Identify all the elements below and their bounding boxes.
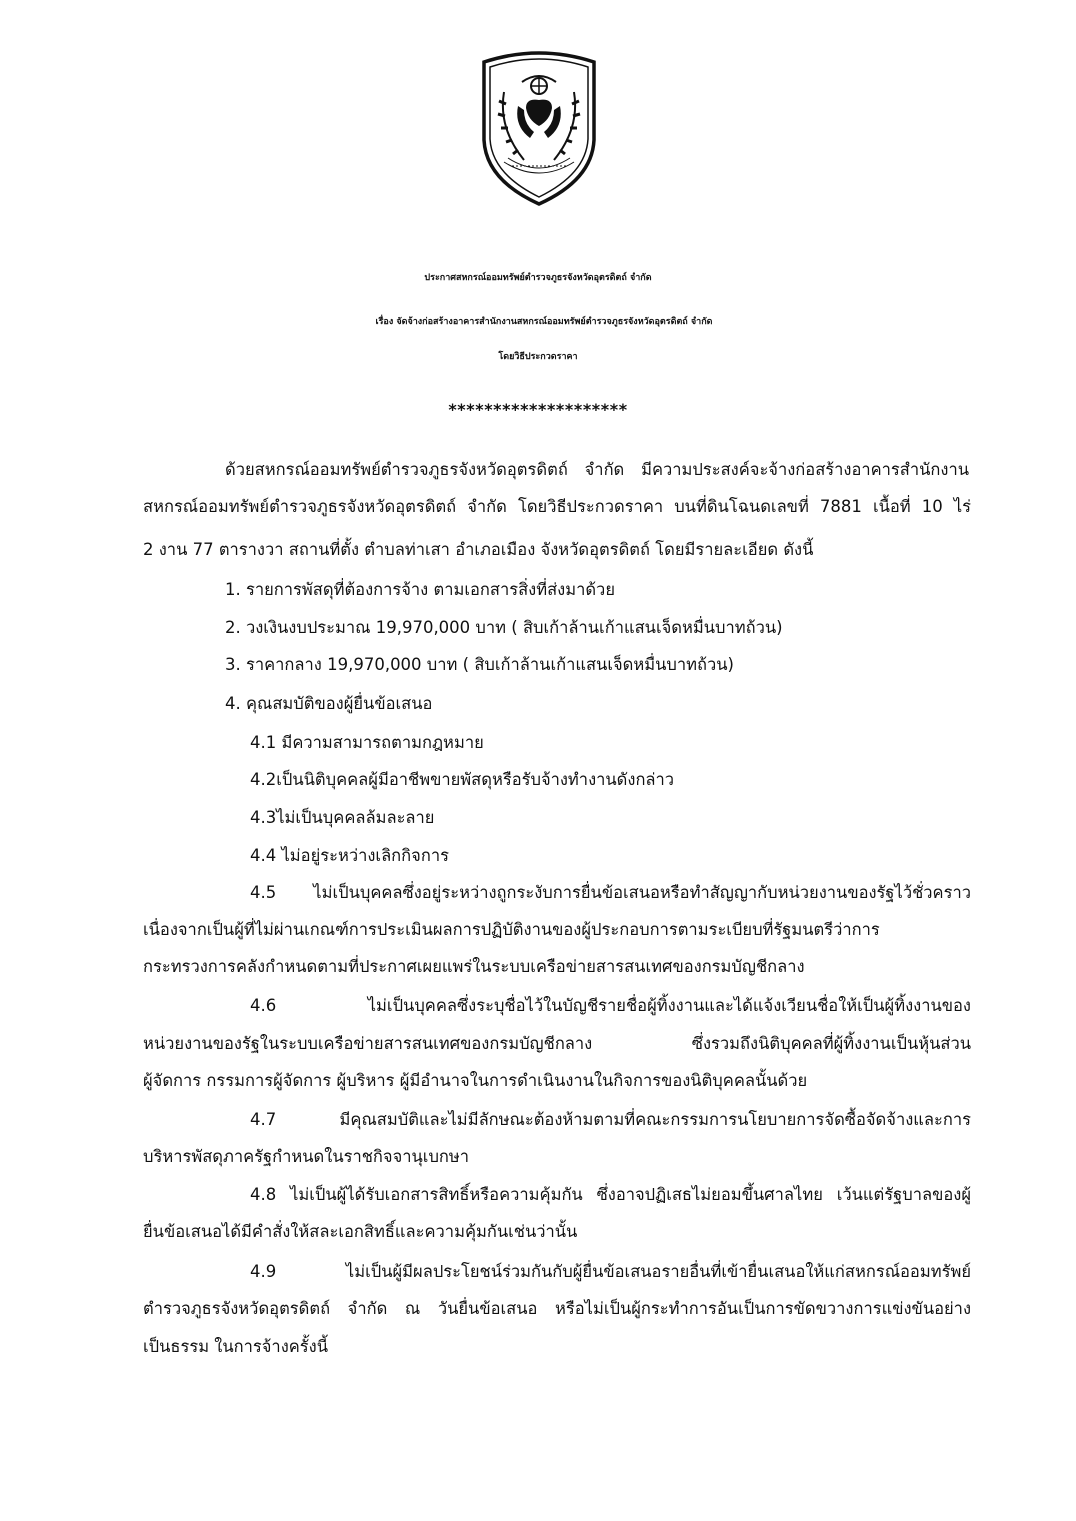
procurement-method: โดยวิธีประกวดราคา — [498, 352, 578, 362]
announcement-title: ประกาศสหกรณ์ออมทรัพย์ตำรวจภูธรจังหวัดอุตรดิตถ์ จำกัด — [424, 273, 652, 283]
announcement-subject: เรื่อง จัดจ้างก่อสร้างอาคารสำนักงานสหกรณ์ออมทรัพย์ตำรวจภูธรจังหวัดอุตรดิตถ์ จำกัด — [375, 317, 713, 327]
intro-line-1: ด้วยสหกรณ์ออมทรัพย์ตำรวจภูธรจังหวัดอุตรดิตถ์ จำกัด มีความประสงค์จะจ้างก่อสร้างอาคารสำนักงาน — [225, 460, 969, 479]
sub-item-4-5-line-2: เนื่องจากเป็นผู้ที่ไม่ผ่านเกณฑ์การประเมินผลการปฏิบัติงานของผู้ประกอบการตามระเบียบที่รัฐมนตรีว่าการ — [143, 920, 880, 939]
item-4: 4. คุณสมบัติของผู้ยื่นข้อเสนอ — [225, 694, 433, 713]
sub-item-4-9-line-2: ตำรวจภูธรจังหวัดอุตรดิตถ์ จำกัด ณ วันยื่นข้อเสนอ หรือไม่เป็นผู้กระทำการอันเป็นการขัดขวางการแข่งขันอย่าง — [143, 1299, 971, 1318]
sub-item-4-2: 4.2เป็นนิติบุคคลผู้มีอาชีพขายพัสดุหรือรับจ้างทำงานดังกล่าว — [250, 770, 675, 789]
sub-item-4-6-line-1: 4.6 ไม่เป็นบุคคลซึ่งระบุชื่อไว้ในบัญชีรายชื่อผู้ทิ้งงานและได้แจ้งเวียนชื่อให้เป็นผู้ทิ้งงานของ — [250, 996, 971, 1015]
sub-item-4-8-line-1: 4.8 ไม่เป็นผู้ได้รับเอกสารสิทธิ์หรือความคุ้มกัน ซึ่งอาจปฏิเสธไม่ยอมขึ้นศาลไทย เว้นแต่รัฐบาลของผู้ — [250, 1185, 971, 1204]
sub-item-4-4: 4.4 ไม่อยู่ระหว่างเลิกกิจการ — [250, 846, 449, 865]
item-1: 1. รายการพัสดุที่ต้องการจ้าง ตามเอกสารสิ่งที่ส่งมาด้วย — [225, 580, 615, 599]
cooperative-emblem-logo — [474, 48, 604, 208]
intro-line-3: 2 งาน 77 ตารางวา สถานที่ตั้ง ตำบลท่าเสา อำเภอเมือง จังหวัดอุตรดิตถ์ โดยมีรายละเอียด ดังนี้ — [143, 540, 814, 559]
separator-stars: ******************** — [448, 400, 628, 419]
sub-item-4-5-line-3: กระทรวงการคลังกำหนดตามที่ประกาศเผยแพร่ในระบบเครือข่ายสารสนเทศของกรมบัญชีกลาง — [143, 957, 805, 976]
sub-item-4-7-line-1: 4.7 มีคุณสมบัติและไม่มีลักษณะต้องห้ามตามที่คณะกรรมการนโยบายการจัดซื้อจัดจ้างและการ — [250, 1110, 971, 1129]
sub-item-4-3: 4.3ไม่เป็นบุคคลล้มละลาย — [250, 808, 435, 827]
sub-item-4-9-line-1: 4.9 ไม่เป็นผู้มีผลประโยชน์ร่วมกันกับผู้ยื่นข้อเสนอรายอื่นที่เข้ายื่นเสนอให้แก่สหกรณ์ออมทรัพย์ — [250, 1262, 971, 1281]
sub-item-4-5-line-1: 4.5 ไม่เป็นบุคคลซึ่งอยู่ระหว่างถูกระงับการยื่นข้อเสนอหรือทำสัญญากับหน่วยงานของรัฐไว้ชั่วคราว — [250, 883, 971, 902]
sub-item-4-8-line-2: ยื่นข้อเสนอได้มีคำสั่งให้สละเอกสิทธิ์และความคุ้มกันเช่นว่านั้น — [143, 1222, 578, 1241]
sub-item-4-6-line-3: ผู้จัดการ กรรมการผู้จัดการ ผู้บริหาร ผู้มีอำนาจในการดำเนินงานในกิจการของนิติบุคคลนั้นด้วย — [143, 1071, 808, 1090]
sub-item-4-6-line-2: หน่วยงานของรัฐในระบบเครือข่ายสารสนเทศของกรมบัญชีกลาง ซึ่งรวมถึงนิติบุคคลที่ผู้ทิ้งงานเป็นหุ้นส่วน — [143, 1034, 971, 1053]
intro-line-2: สหกรณ์ออมทรัพย์ตำรวจภูธรจังหวัดอุตรดิตถ์ จำกัด โดยวิธีประกวดราคา บนที่ดินโฉนดเลขที่ 7881 เนื้อที่ 10 ไร่ — [143, 497, 971, 516]
sub-item-4-7-line-2: บริหารพัสดุภาครัฐกำหนดในราชกิจจานุเบกษา — [143, 1147, 470, 1166]
item-3: 3. ราคากลาง 19,970,000 บาท ( สิบเก้าล้านเก้าแสนเจ็ดหมื่นบาทถ้วน) — [225, 655, 734, 674]
item-2: 2. วงเงินงบประมาณ 19,970,000 บาท ( สิบเก้าล้านเก้าแสนเจ็ดหมื่นบาทถ้วน) — [225, 618, 783, 637]
sub-item-4-1: 4.1 มีความสามารถตามกฎหมาย — [250, 733, 484, 752]
sub-item-4-9-line-3: เป็นธรรม ในการจ้างครั้งนี้ — [143, 1337, 328, 1356]
